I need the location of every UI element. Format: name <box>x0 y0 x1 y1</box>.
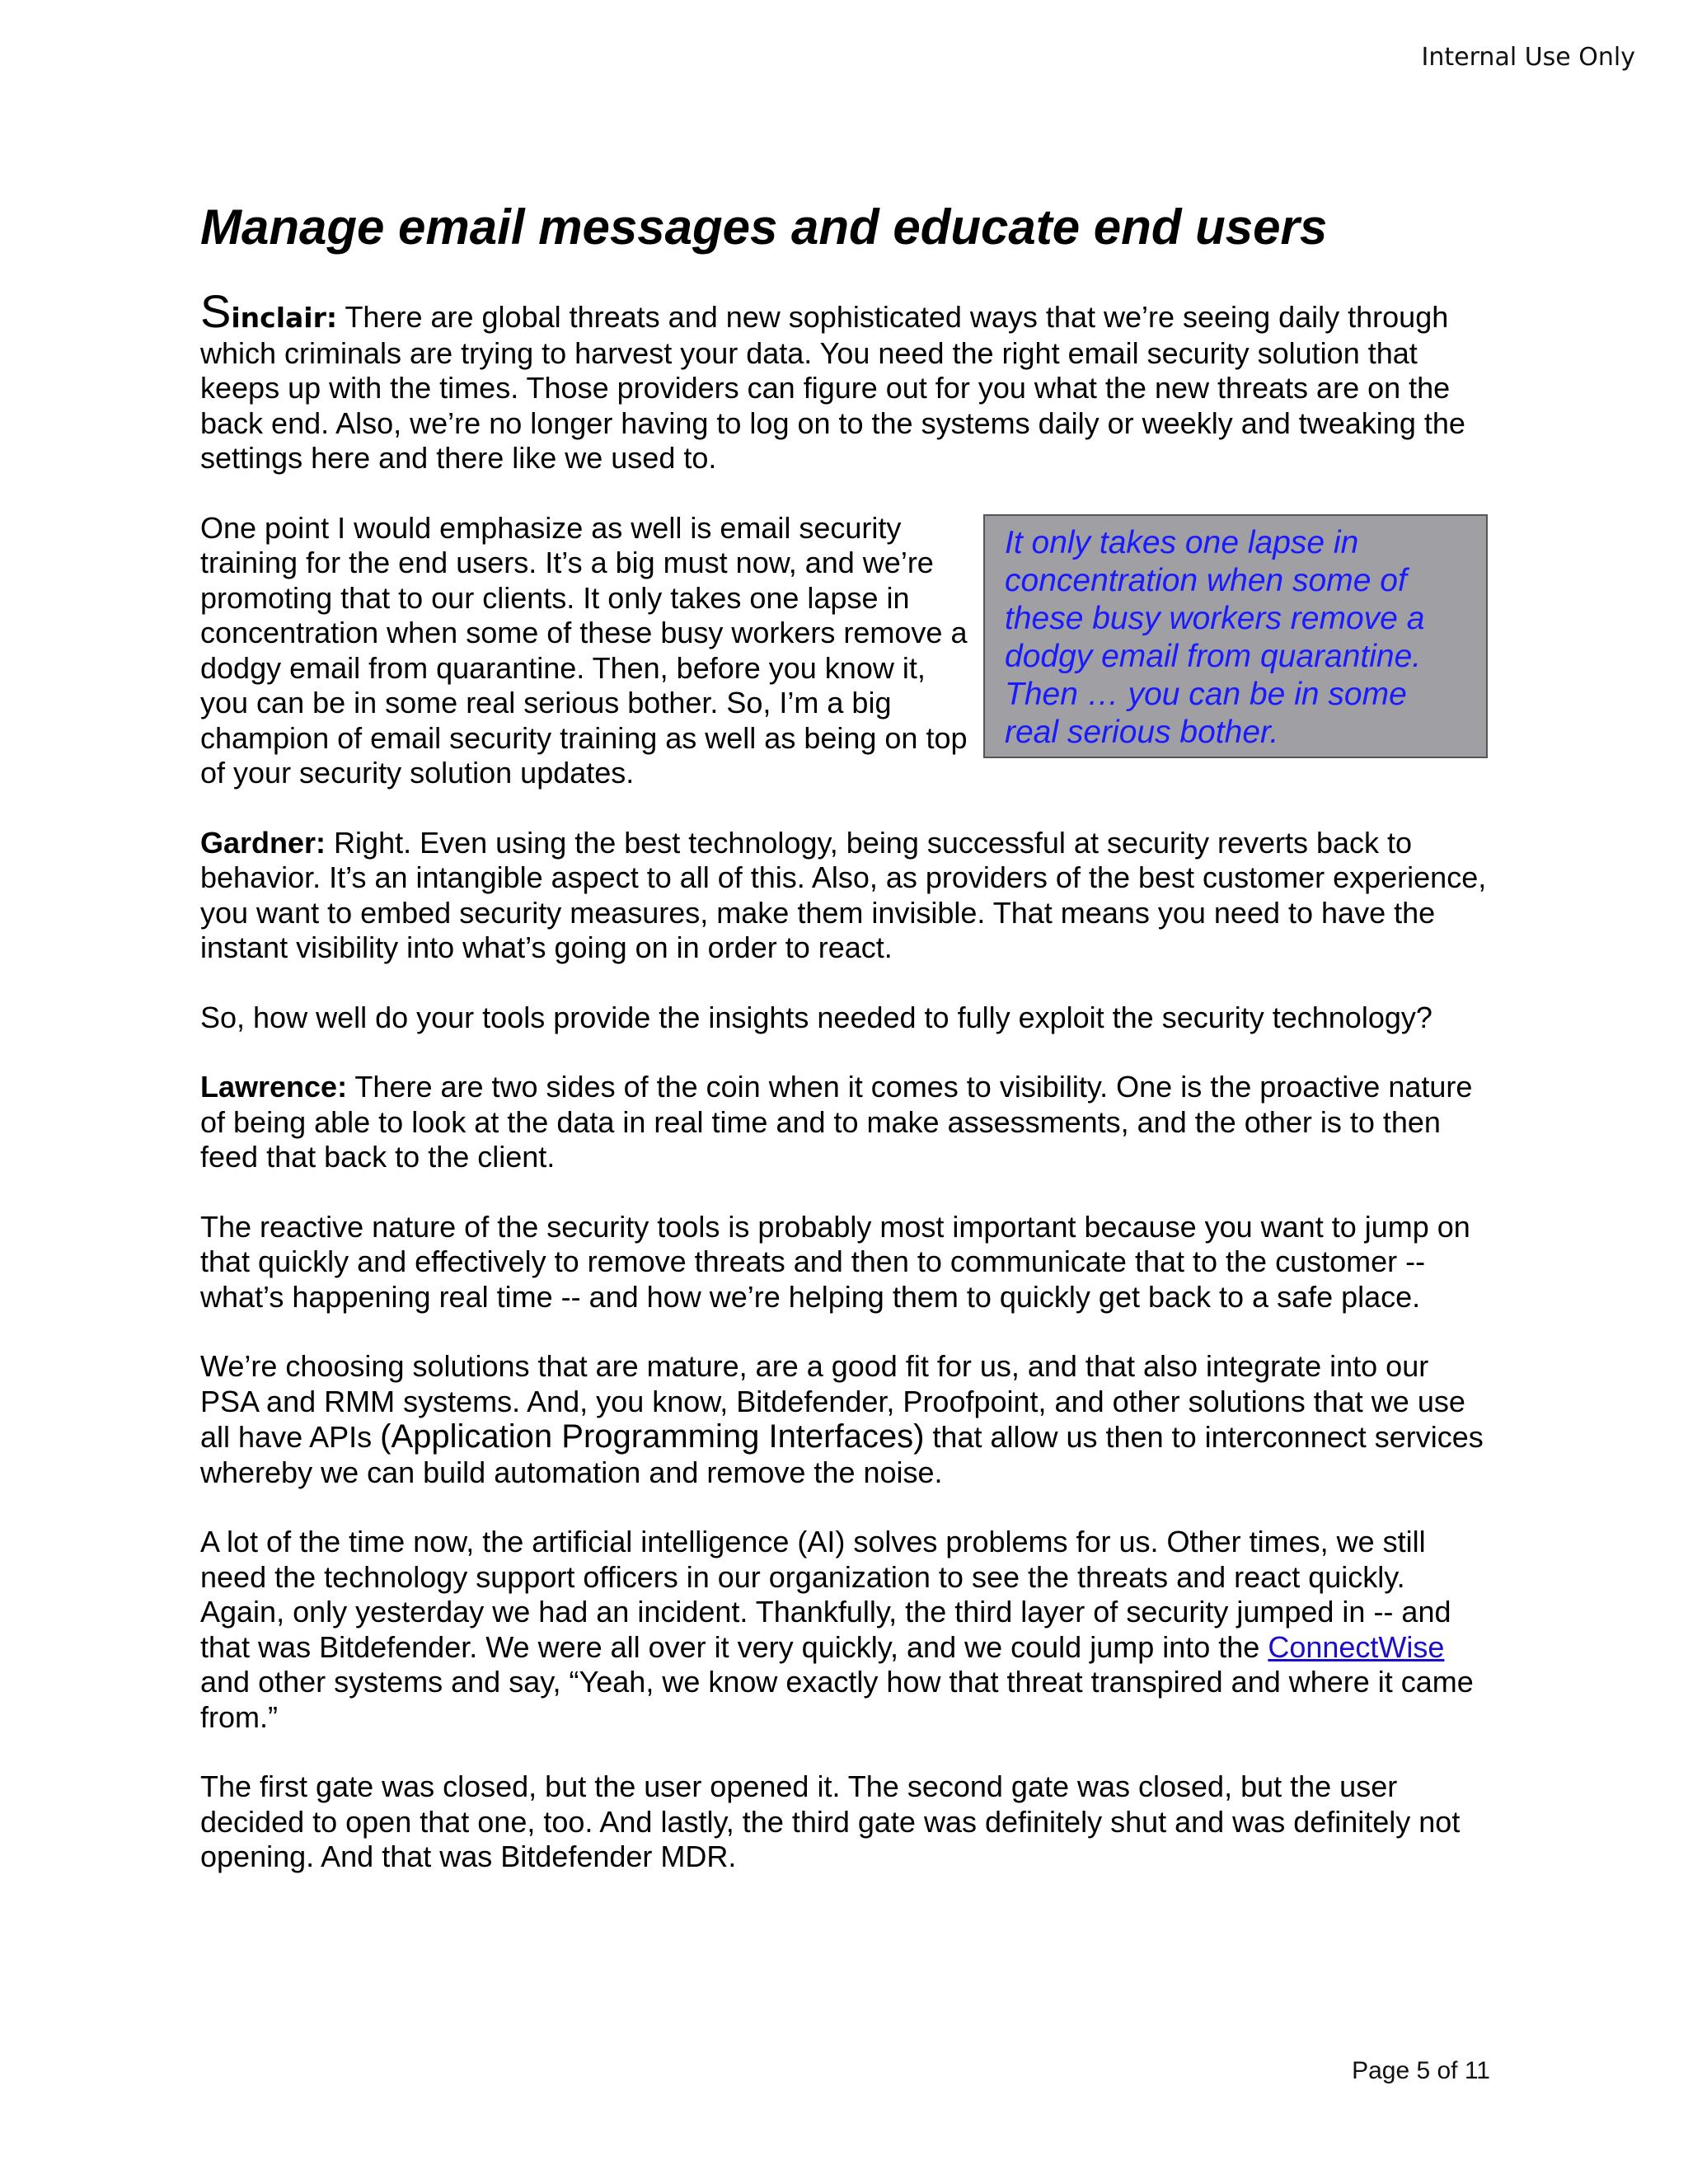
page-number: Page 5 of 11 <box>1352 2057 1490 2084</box>
sinclair-paragraph-1 <box>200 285 1488 476</box>
section-title: Manage email messages and educate end users <box>200 199 1328 255</box>
gardner-paragraph <box>200 826 1488 966</box>
paragraph-text: A lot of the time now, the artificial intelligence (AI) solves problems for us. Other times, we still need the technology support officers in our organization to see the threats and react quickly. Again, only yesterday we had an incident. Thankfully, the third layer of security jumped in -- and that was Bitdefender. We were all over it very quickly, and we could jump into the <box>200 1525 1451 1664</box>
paragraph-text: We’re choosing solutions that are mature, are a good fit for us, and that also integrate into our PSA and RMM systems. And, you know, Bitdefender, Proofpoint, and other solutions that we use all have APIs <box>200 1349 1465 1454</box>
lawrence-paragraph-5: The first gate was closed, but the user opened it. The second gate was closed, but the user decided to open that one, too. And lastly, the third gate was definitely shut and was definitely not opening. And that was Bitdefender MDR. <box>200 1769 1461 1873</box>
speaker-name-lawrence: Lawrence: <box>200 1070 348 1104</box>
pull-quote-box: It only takes one lapse in concentration when some of these busy workers remove a dodgy email from quarantine. Then … you can be in some real serious bother. <box>983 514 1488 758</box>
api-expansion-text: (Application Programming Interfaces) <box>380 1418 925 1455</box>
connectwise-link[interactable]: ConnectWise <box>1268 1629 1445 1664</box>
document-body <box>200 198 1488 1910</box>
sinclair-paragraph-2: One point I would emphasize as well is email security training for the end users. It’s a big must now, and we’re promoting that to our clients. It only takes one lapse in concentration when some of these busy workers remove a dodgy email from quarantine. Then, before you know it, you can be in some real serious bother. So, I’m a big champion of email security training as well as being on top of your security solution updates. <box>200 510 968 790</box>
drop-cap: S <box>200 285 232 337</box>
speaker-name-sinclair: inclair: <box>231 302 338 334</box>
gardner-question: So, how well do your tools provide the insights needed to fully exploit the security technology? <box>200 1000 1432 1034</box>
lawrence-paragraph-4 <box>200 1525 1488 1735</box>
lawrence-paragraph-1 <box>200 1070 1488 1175</box>
paragraph-text: There are global threats and new sophisticated ways that we’re seeing daily through which criminals are trying to harvest your data. You need the right email security solution that keeps up with the times. Those providers can figure out for you what the new threats are on the back end. Also, we’re no longer having to log on to the systems daily or weekly and tweaking the settings here and there like we used to. <box>200 300 1465 475</box>
lawrence-paragraph-3 <box>200 1349 1488 1490</box>
paragraph-text: Right. Even using the best technology, being successful at security reverts back to behavior. It’s an intangible aspect to all of this. Also, as providers of the best customer experience, you want to embed security measures, make them invisible. That means you need to have the instant visibility into what’s going on in order to react. <box>200 825 1487 964</box>
paragraph-text: There are two sides of the coin when it comes to visibility. One is the proactive nature of being able to look at the data in real time and to make assessments, and the other is to then feed that back to the client. <box>200 1070 1473 1174</box>
paragraph-text: and other systems and say, “Yeah, we know exactly how that threat transpired and where it came from.” <box>200 1665 1474 1734</box>
lawrence-paragraph-2: The reactive nature of the security tools is probably most important because you want to jump on that quickly and effectively to remove threats and then to communicate that to the customer -- what’s happening real time -- and how we’re helping them to quickly get back to a safe place. <box>200 1209 1470 1314</box>
classification-label: Internal Use Only <box>1421 43 1635 72</box>
paragraph-with-pullquote <box>200 511 1488 791</box>
paragraph-text: that allow us then to interconnect services whereby we can build automation and remove the noise. <box>200 1420 1484 1489</box>
speaker-name-gardner: Gardner: <box>200 825 326 860</box>
